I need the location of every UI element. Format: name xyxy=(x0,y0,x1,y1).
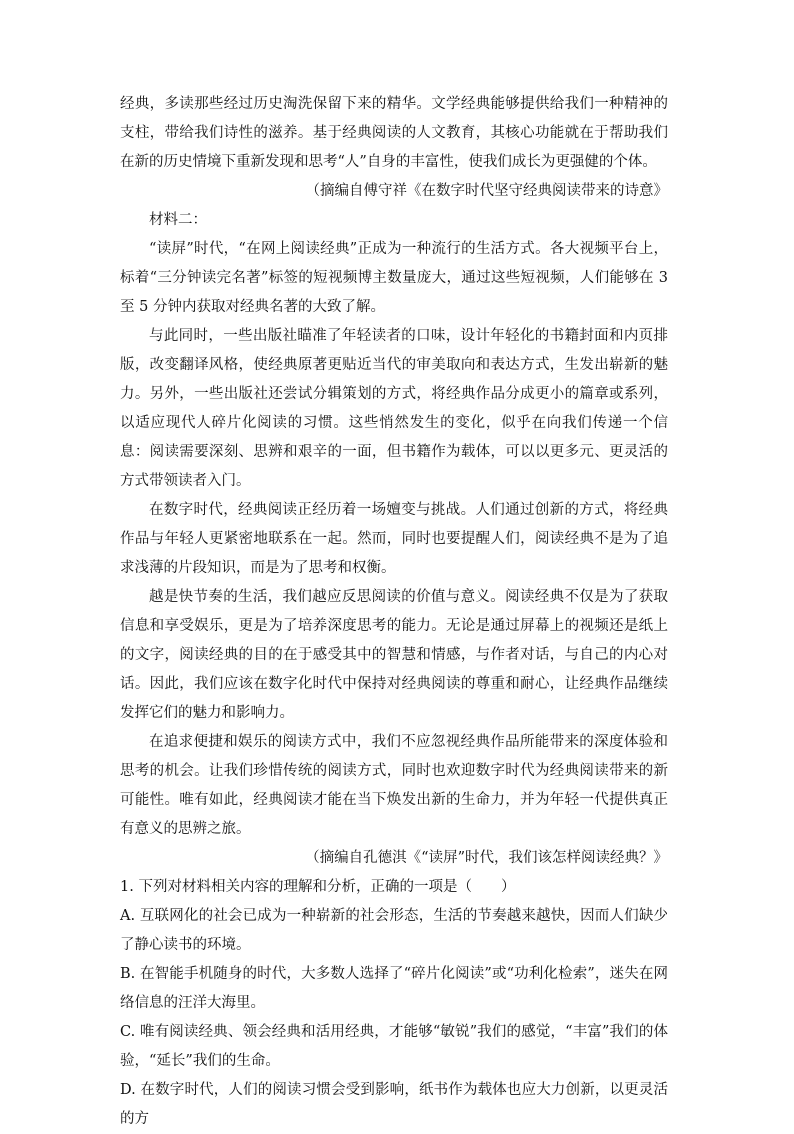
source-citation-2: （摘编自孔德淇《“读屏”时代，我们该怎样阅读经典？》 xyxy=(305,850,668,866)
source-citation-1: （摘编自傅守祥《在数字时代坚守经典阅读带来的诗意》 xyxy=(305,183,668,199)
material2-paragraph: 在追求便捷和娱乐的阅读方式中，我们不应忽视经典作品所能带来的深度体验和思考的机会。让我们珍惜传统的阅读方式，同时也欢迎数字时代为经典阅读带来的新可能性。唯有如此，经典阅读才能在当下焕发出新的生命力，并为年轻一代提供真正有意义的思辨之旅。 xyxy=(120,734,668,837)
material1-tail-paragraph: 经典，多读那些经过历史淘洗保留下来的精华。文学经典能够提供给我们一种精神的支柱，带给我们诗性的滋养。基于经典阅读的人文教育，其核心功能就在于帮助我们在新的历史情境下重新发现和思考“人”自身的丰富性，使我们成长为更强健的个体。 xyxy=(120,96,668,170)
material2-paragraph: “读屏”时代，“在网上阅读经典”正成为一种流行的生活方式。各大视频平台上，标着“三分钟读完名著”标签的短视频博主数量庞大，通过这些短视频，人们能够在 3 至 5 分钟内获取对经典名著的大致了解。 xyxy=(120,241,668,315)
answer-option-b: B. 在智能手机随身的时代，大多数人选择了“碎片化阅读”或“功利化检索”，迷失在网络信息的汪洋大海里。 xyxy=(120,966,668,1011)
material2-heading: 材料二： xyxy=(149,212,207,228)
answer-option-c: C. 唯有阅读经典、领会经典和活用经典，才能够“敏锐”我们的感觉，“丰富”我们的体验，“延长”我们的生命。 xyxy=(120,1024,668,1069)
material2-paragraph: 与此同时，一些出版社瞄准了年轻读者的口味，设计年轻化的书籍封面和内页排版，改变翻译风格，使经典原著更贴近当代的审美取向和表达方式，生发出崭新的魅力。另外，一些出版社还尝试分辑策划的方式，将经典作品分成更小的篇章或系列，以适应现代人碎片化阅读的习惯。这些悄然发生的变化，似乎在向我们传递一个信息：阅读需要深刻、思辨和艰辛的一面，但书籍作为载体，可以以更多元、更灵活的方式带领读者入门。 xyxy=(120,328,668,489)
document-page xyxy=(120,90,668,1134)
material2-paragraph: 越是快节奏的生活，我们越应反思阅读的价值与意义。阅读经典不仅是为了获取信息和享受娱乐，更是为了培养深度思考的能力。无论是通过屏幕上的视频还是纸上的文字，阅读经典的目的在于感受其中的智慧和情感，与作者对话，与自己的内心对话。因此，我们应该在数字化时代中保持对经典阅读的尊重和耐心，让经典作品继续发挥它们的魅力和影响力。 xyxy=(120,589,668,721)
answer-option-d: D. 在数字时代，人们的阅读习惯会受到影响，纸书作为载体也应大力创新，以更灵活的方 xyxy=(120,1082,668,1127)
material2-paragraph: 在数字时代，经典阅读正经历着一场嬗变与挑战。人们通过创新的方式，将经典作品与年轻人更紧密地联系在一起。然而，同时也要提醒人们，阅读经典不是为了追求浅薄的片段知识，而是为了思考和权衡。 xyxy=(120,502,668,576)
answer-option-a: A. 互联网化的社会已成为一种崭新的社会形态，生活的节奏越来越快，因而人们缺少了静心读书的环境。 xyxy=(120,908,668,953)
question-stem: 1. 下列对材料相关内容的理解和分析，正确的一项是（ ） xyxy=(120,879,516,895)
